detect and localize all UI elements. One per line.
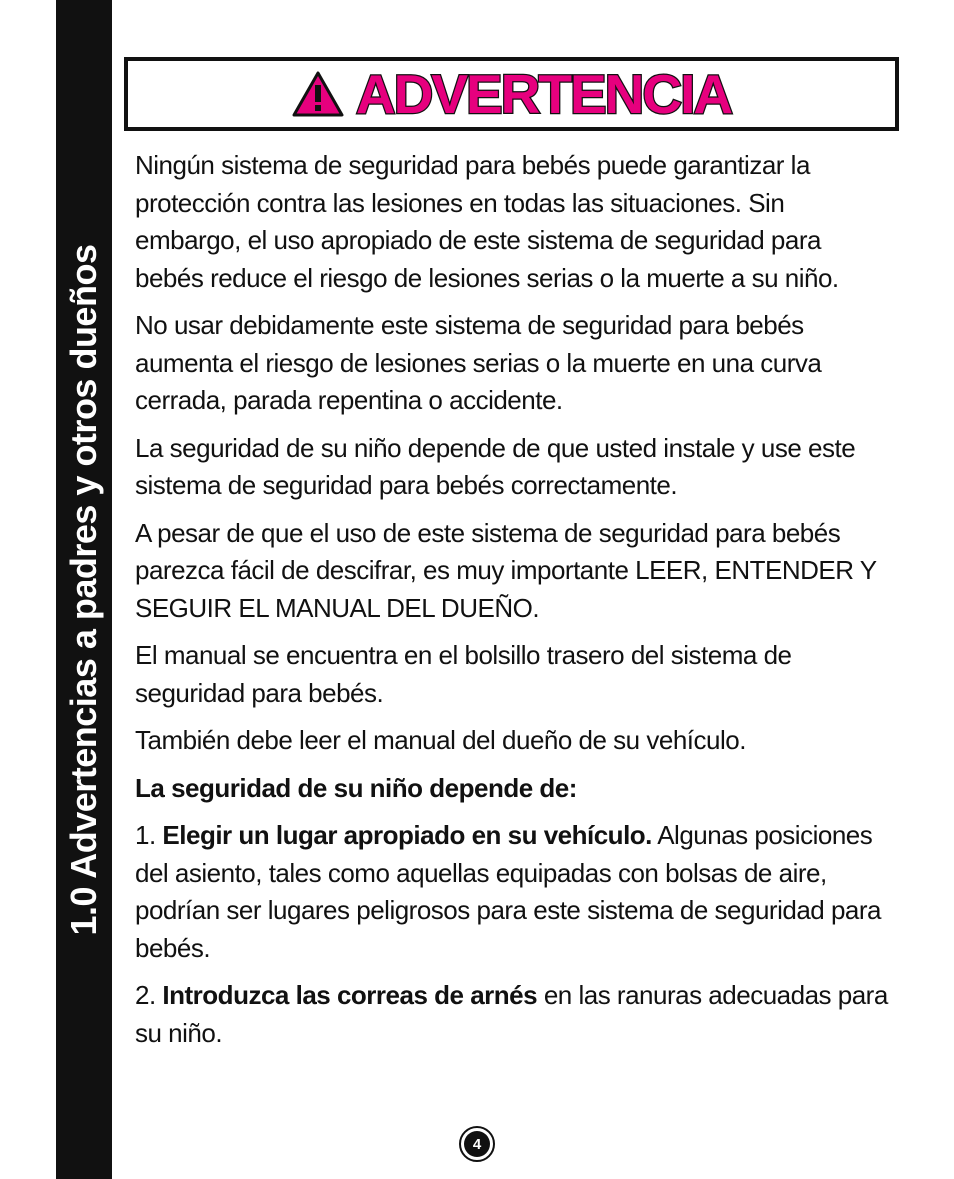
subheading: La seguridad de su niño depende de: — [135, 772, 577, 803]
page-number-badge — [459, 1126, 495, 1162]
list-item-text: Algunas posiciones del asiento, tales como aquellas equipadas con bolsas de aire, podrían ser lugares peligrosos para este sistema de seguridad para bebés. — [135, 820, 882, 963]
paragraph-2: No usar debidamente este sistema de seguridad para bebés aumenta el riesgo de lesiones serias o la muerte en una curva cerrada, parada repentina o accidente. — [135, 310, 822, 415]
warning-triangle-icon — [292, 71, 344, 117]
list-item — [135, 977, 895, 1052]
warning-banner — [124, 57, 899, 131]
list-item-number: 2. — [135, 980, 156, 1010]
list-item — [135, 817, 895, 967]
paragraph-6: También debe leer el manual del dueño de su vehículo. — [135, 725, 746, 755]
paragraph-5: El manual se encuentra en el bolsillo trasero del sistema de seguridad para bebés. — [135, 640, 792, 708]
warning-content — [135, 147, 895, 1062]
paragraph-3: La seguridad de su niño depende de que usted instale y use este sistema de seguridad para bebés correctamente. — [135, 432, 856, 500]
page-number: 4 — [464, 1131, 490, 1157]
paragraph-4: A pesar de que el uso de este sistema de seguridad para bebés parezca fácil de descifrar, es muy importante LEER, ENTENDER Y SEGUIR EL MANUAL DEL DUEÑO. — [135, 517, 877, 623]
paragraph-1: Ningún sistema de seguridad para bebés puede garantizar la protección contra las lesiones en todas las situaciones. Sin embargo, el uso apropiado de este sistema de seguridad para bebés reduce el riesgo de lesiones serias o la muerte a su niño. — [135, 150, 839, 293]
section-title: 1.0 Advertencias a padres y otros dueños — [63, 244, 104, 936]
list-item-text: en las ranuras adecuadas para su niño. — [135, 980, 888, 1048]
warning-title: ADVERTENCIA — [355, 62, 732, 125]
list-item-bold: Introduzca las correas de arnés — [162, 980, 538, 1010]
list-item-number: 1. — [135, 820, 156, 850]
list-item-bold: Elegir un lugar apropiado en su vehículo. — [162, 820, 652, 850]
